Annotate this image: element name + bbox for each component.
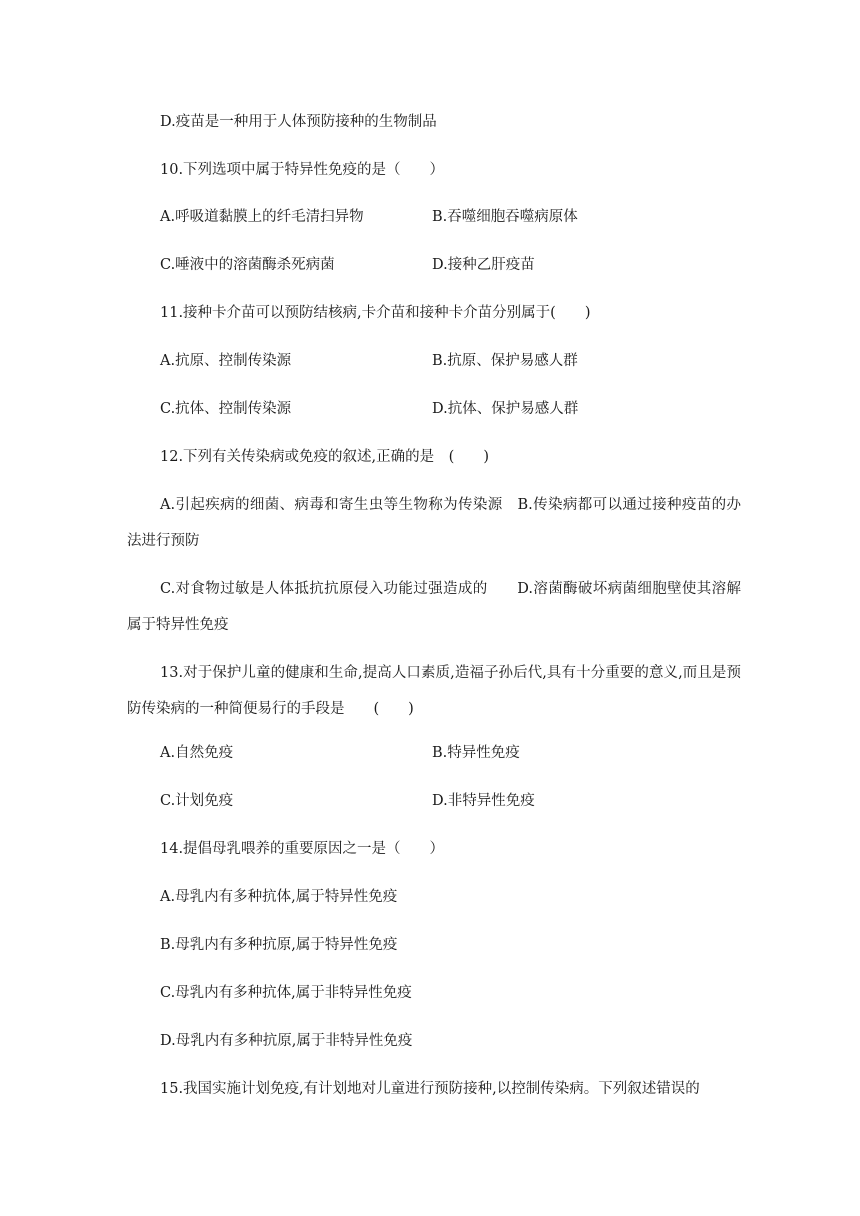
q13-option-c: C.计划免疫 xyxy=(160,793,234,809)
q14-option-b: B.母乳内有多种抗原,属于特异性免疫 xyxy=(160,937,398,953)
q9-option-d: D.疫苗是一种用于人体预防接种的生物制品 xyxy=(160,114,437,130)
q13-option-a: A.自然免疫 xyxy=(160,745,234,761)
q10-option-b: B.吞噬细胞吞噬病原体 xyxy=(432,209,578,225)
q13-option-b: B.特异性免疫 xyxy=(432,745,520,761)
q10-option-c: C.唾液中的溶菌酶杀死病菌 xyxy=(160,257,335,273)
q10-stem: 10.下列选项中属于特异性免疫的是（ ） xyxy=(160,162,445,178)
q14-option-d: D.母乳内有多种抗原,属于非特异性免疫 xyxy=(160,1033,413,1049)
q10-option-d: D.接种乙肝疫苗 xyxy=(432,257,535,273)
q12-options-ab: A.引起疾病的细菌、病毒和寄生虫等生物称为传染源 B.传染病都可以通过接种疫苗的办法进行预防 xyxy=(127,497,741,549)
q14-option-a: A.母乳内有多种抗体,属于特异性免疫 xyxy=(160,889,398,905)
q11-stem: 11.接种卡介苗可以预防结核病,卡介苗和接种卡介苗分别属于( ) xyxy=(160,305,591,321)
q11-option-d: D.抗体、保护易感人群 xyxy=(432,401,579,417)
q12-options-cd: C.对食物过敏是人体抵抗抗原侵入功能过强造成的 D.溶菌酶破坏病菌细胞壁使其溶解属于特异性免疫 xyxy=(127,581,741,633)
q11-option-a: A.抗原、控制传染源 xyxy=(160,353,292,369)
q15-stem: 15.我国实施计划免疫,有计划地对儿童进行预防接种,以控制传染病。下列叙述错误的 xyxy=(160,1081,700,1097)
q13-option-d: D.非特异性免疫 xyxy=(432,793,535,809)
q11-option-b: B.抗原、保护易感人群 xyxy=(432,353,578,369)
q13-stem: 13.对于保护儿童的健康和生命,提高人口素质,造福子孙后代,具有十分重要的意义,而且是预防传染病的一种简便易行的手段是 ( ) xyxy=(127,665,741,717)
q14-option-c: C.母乳内有多种抗体,属于非特异性免疫 xyxy=(160,985,412,1001)
q14-stem: 14.提倡母乳喂养的重要原因之一是（ ） xyxy=(160,841,445,857)
q10-option-a: A.呼吸道黏膜上的纤毛清扫异物 xyxy=(160,209,364,225)
q11-option-c: C.抗体、控制传染源 xyxy=(160,401,292,417)
q12-stem: 12.下列有关传染病或免疫的叙述,正确的是 ( ) xyxy=(160,449,489,465)
